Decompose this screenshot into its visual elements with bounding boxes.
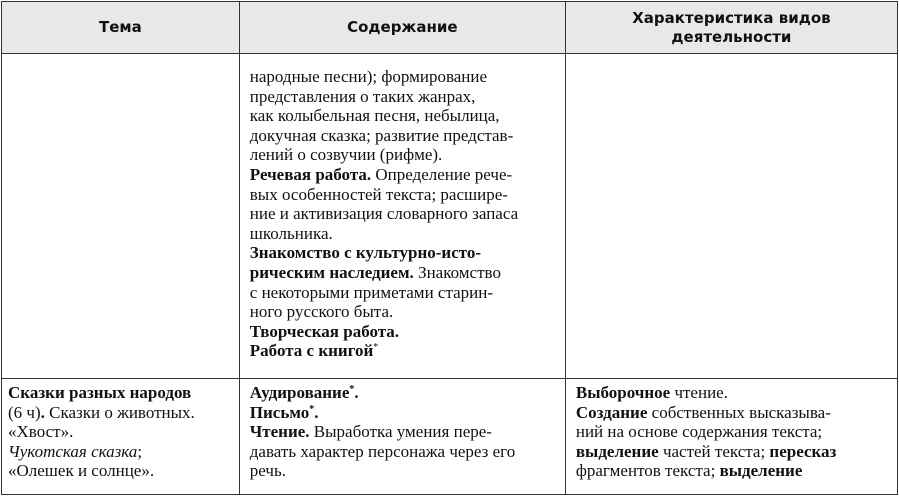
text-line: [250, 283, 559, 303]
row1-content-cell: [239, 54, 565, 379]
header-topic: [2, 2, 240, 54]
text-segment: выделение: [719, 461, 803, 481]
text-line: [250, 243, 559, 263]
text-line: [250, 106, 559, 126]
curriculum-table: [1, 1, 898, 495]
text-segment: речь.: [249, 461, 286, 481]
text-segment: вых особенностей текста; расшире-: [249, 184, 508, 204]
text-segment: «Олешек и солнце».: [8, 461, 155, 481]
text-segment: Сказки о животных.: [44, 402, 195, 422]
text-line: [250, 461, 559, 481]
text-line: [250, 403, 559, 423]
text-segment: Выработка умения пере-: [309, 422, 492, 442]
row2-content-text: [240, 379, 565, 481]
text-segment: ний на основе содержания текста;: [575, 422, 823, 442]
text-segment: Сказки разных народов: [8, 383, 192, 402]
text-segment: рическим наследием.: [249, 262, 414, 282]
row1-content-text: [240, 54, 565, 361]
text-segment: школьника.: [249, 223, 333, 243]
text-segment: (6 ч): [8, 402, 41, 422]
text-segment: ного русского быта.: [249, 302, 394, 322]
text-segment: как колыбельная песня, небылица,: [249, 106, 500, 126]
text-line: [8, 403, 233, 423]
text-segment: «Хвост».: [8, 422, 74, 442]
text-segment: *: [349, 384, 355, 395]
header-activities-line: деятельности: [671, 27, 792, 46]
text-line: [250, 145, 559, 165]
header-topic-label: Тема: [98, 18, 142, 36]
text-segment: Выборочное: [575, 383, 671, 402]
text-segment: Определение рече-: [371, 164, 513, 184]
text-segment: Аудирование: [249, 383, 350, 402]
row1-activities-cell: [565, 54, 897, 379]
text-line: [250, 302, 559, 322]
text-segment: фрагментов текста;: [575, 461, 720, 481]
row2-content-cell: [239, 379, 565, 495]
text-line: [250, 322, 559, 342]
text-segment: Чукотская сказка: [8, 441, 138, 461]
text-segment: Создание: [575, 402, 648, 422]
text-line: [250, 165, 559, 185]
text-line: [250, 87, 559, 107]
header-content-label: Содержание: [347, 18, 458, 36]
text-segment: Работа с книгой: [249, 341, 374, 361]
text-line: [250, 442, 559, 462]
text-segment: докучная сказка; развитие представ-: [249, 125, 514, 145]
text-segment: *: [373, 342, 379, 354]
text-segment: .: [314, 402, 319, 422]
text-line: [576, 422, 891, 442]
text-segment: ;: [137, 441, 143, 461]
text-line: [250, 126, 559, 146]
text-line: [8, 442, 233, 462]
header-activities: [565, 2, 897, 54]
text-segment: чтение.: [670, 383, 728, 402]
row2-topic-text: [2, 379, 239, 481]
text-segment: .: [40, 402, 45, 422]
text-segment: *: [309, 403, 315, 415]
header-row: [2, 2, 898, 54]
text-line: [250, 341, 559, 361]
text-segment: .: [354, 383, 359, 402]
header-activities-line: Характеристика видов: [632, 8, 831, 27]
text-line: [250, 185, 559, 205]
text-line: [250, 224, 559, 244]
text-segment: с некоторыми приметами старин-: [249, 282, 493, 302]
text-line: [250, 204, 559, 224]
text-segment: Знакомство с культурно-исто-: [249, 243, 482, 263]
text-segment: собственных высказыва-: [647, 402, 831, 422]
table-row: [2, 54, 898, 379]
text-segment: представления о таких жанрах,: [249, 86, 476, 106]
text-line: [8, 383, 233, 403]
text-line: [8, 422, 233, 442]
text-segment: Письмо: [249, 402, 310, 422]
text-segment: Творческая работа.: [249, 321, 400, 341]
text-line: [250, 383, 559, 403]
text-segment: пересказ: [769, 441, 837, 461]
row1-topic-cell: [2, 54, 240, 379]
text-line: [576, 383, 891, 403]
text-segment: давать характер персонажа через его: [249, 441, 516, 461]
text-line: [250, 263, 559, 283]
text-line: [250, 422, 559, 442]
text-segment: Знакомство: [413, 262, 501, 282]
text-line: [576, 461, 891, 481]
header-content: [239, 2, 565, 54]
text-segment: Речевая работа.: [249, 164, 372, 184]
text-segment: лений о созвучии (рифме).: [249, 145, 443, 165]
row2-topic-cell: [2, 379, 240, 495]
text-segment: народные песни); формирование: [249, 67, 488, 86]
text-line: [576, 442, 891, 462]
text-segment: ние и активизация словарного запаса: [249, 204, 519, 224]
text-segment: Чтение.: [249, 422, 310, 442]
text-segment: частей текста;: [658, 441, 770, 461]
text-line: [250, 67, 559, 87]
text-segment: выделение: [575, 441, 659, 461]
text-line: [576, 403, 891, 423]
text-line: [8, 461, 233, 481]
table-row: [2, 379, 898, 495]
row2-activities-cell: [565, 379, 897, 495]
row2-activities-text: [566, 379, 897, 481]
